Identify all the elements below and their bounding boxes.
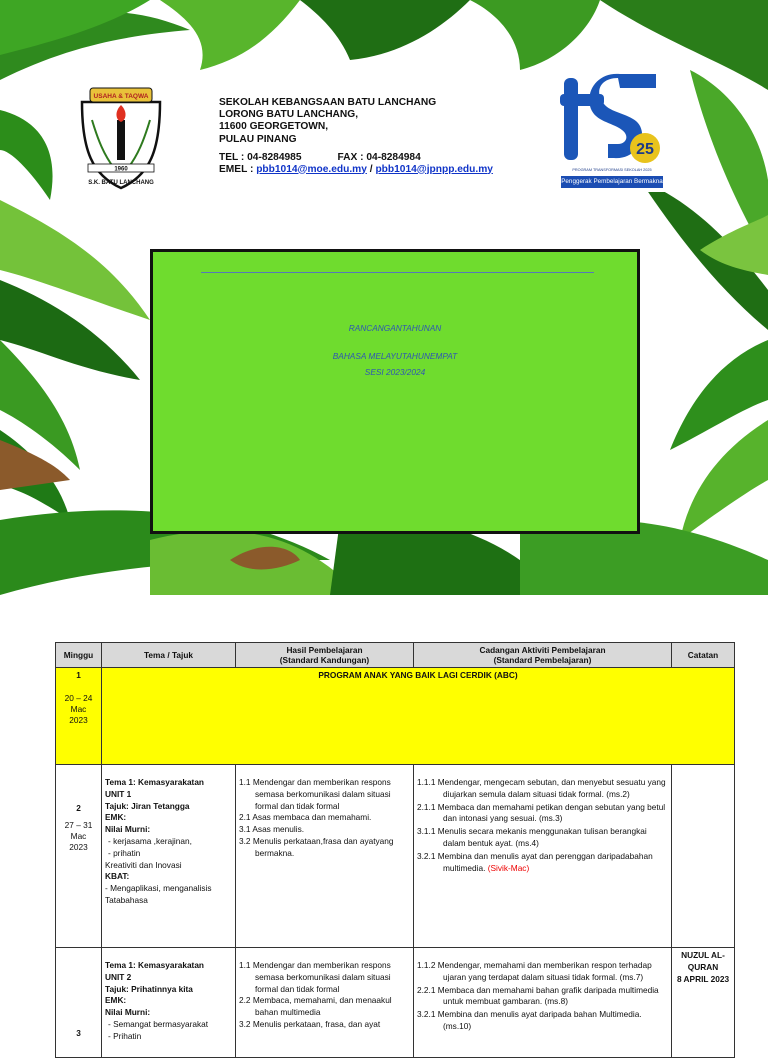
aktiviti-item: 3.1.1 Menulis secara mekanis menggunakan tulisan berangkai dalam bentuk ayat. (ms.4): [417, 826, 647, 848]
yearly-plan-table: [55, 642, 735, 1058]
address-line-1: LORONG BATU LANCHANG,: [219, 109, 359, 121]
header-aktiviti-line-2: (Standard Pembelajaran): [493, 655, 592, 665]
email-link-jpnpp[interactable]: pbb1014@jpnpp.edu.my: [375, 163, 493, 175]
tema-line: - prihatin: [108, 847, 141, 858]
address-line-3: PULAU PINANG: [219, 133, 297, 145]
tema-line: EMK:: [105, 995, 127, 1006]
hasil-item: 1.1 Mendengar dan memberikan respons semasa berkomunikasi dalam situasi formal dan tidak formal: [239, 960, 391, 994]
tema-line: EMK:: [105, 812, 127, 823]
aktiviti-cell: [414, 765, 672, 948]
hasil-item: 3.2 Menulis perkataan,frasa dan ayatyang bermakna.: [239, 835, 394, 858]
hasil-item: 2.2 Membaca, memahami, dan menaakul bahan multimedia: [239, 995, 392, 1018]
tema-line: KBAT:: [105, 871, 130, 882]
school-name: SEKOLAH KEBANGSAAN BATU LANCHANG: [219, 97, 437, 108]
hasil-item: 3.1 Asas menulis.: [239, 824, 305, 835]
aktiviti-item: 1.1.1 Mendengar, mengecam sebutan, dan menyebut sesuatu yang diujarkan semula dalam situasi tidak formal. (ms.2): [417, 777, 666, 799]
aktiviti-cell: [414, 948, 672, 1058]
tema-line: Tema 1: Kemasyarakatan: [105, 777, 205, 787]
ts25-logo: [560, 70, 664, 168]
crest-year: 1960: [114, 166, 128, 173]
school-contact: [219, 152, 493, 175]
week-cell: [56, 668, 102, 765]
tema-line: - Semangat bermasyarakat: [108, 1018, 209, 1029]
week-number: 3: [76, 1028, 81, 1038]
aktiviti-item: 2.2.1 Membaca dan memahami bahan grafik daripada multimedia untuk membuat gambaran. (ms.8): [417, 984, 659, 1007]
table-row: [56, 948, 735, 1058]
ts25-badge: Penggerak Pembelajaran Bermakna: [561, 176, 663, 188]
table-header-row: [56, 643, 735, 668]
crest-school-name: S.K. BATU LANCHANG: [88, 180, 154, 186]
tema-line: Tema 1: Kemasyarakatan: [105, 960, 205, 970]
school-address: [219, 97, 436, 146]
hasil-cell: [236, 765, 414, 948]
week-cell: [56, 948, 102, 1058]
school-crest-logo: [62, 80, 180, 198]
aktiviti-item: 2.1.1 Membaca dan memahami petikan dengan sebutan yang betul dan intonasi yang sesuai. (ms.3): [417, 801, 666, 824]
catatan-line: NUZUL AL-: [681, 950, 725, 960]
telephone: TEL : 04-8284985: [219, 152, 302, 163]
hasil-item: 3.2 Menulis perkataan, frasa, dan ayat: [239, 1018, 381, 1029]
tema-line: Tajuk: Jiran Tetangga: [105, 800, 190, 811]
tema-line: - Prihatin: [108, 1030, 142, 1041]
aktiviti-item: 1.1.2 Mendengar, memahami dan memberikan respon terhadap ujaran yang terdapat dalam situasi tidak formal. (ms.7): [417, 960, 652, 982]
header-minggu: Minggu: [56, 643, 102, 668]
week-date-2: Mac: [70, 831, 87, 841]
week-number: 2: [76, 803, 81, 813]
catatan-line: 8 APRIL 2023: [676, 973, 730, 984]
header-aktiviti-line-1: Cadangan Aktiviti Pembelajaran: [479, 645, 606, 655]
cover-title-box: [150, 249, 640, 534]
cover-title: RANCANGANTAHUNAN: [348, 323, 442, 333]
catatan-line: QURAN: [687, 961, 719, 972]
tema-line: Tatabahasa: [105, 894, 148, 905]
catatan-cell: [672, 765, 735, 948]
week-number: 1: [76, 670, 81, 680]
cover-subject: BAHASA MELAYUTAHUNEMPAT: [332, 351, 458, 361]
program-abc-cell: PROGRAM ANAK YANG BAIK LAGI CERDIK (ABC): [102, 668, 735, 765]
aktiviti-item: 3.2.1 Membina dan menulis ayat daripada bahan Multimedia. (ms.10): [417, 1009, 642, 1031]
email-separator: /: [369, 163, 373, 175]
tema-cell: [102, 948, 236, 1058]
hasil-item: 2.1 Asas membaca dan memahami.: [239, 812, 372, 823]
header-catatan: Catatan: [672, 643, 735, 668]
table-row: [56, 668, 735, 765]
address-line-2: 11600 GEORGETOWN,: [219, 121, 329, 133]
table-row: [56, 765, 735, 948]
tema-line: UNIT 1: [105, 788, 132, 799]
catatan-cell: [672, 948, 735, 1058]
ts25-program-text: PROGRAM TRANSFORMASI SEKOLAH 2025: [572, 168, 652, 172]
tema-line: Kreativiti dan Inovasi: [105, 859, 182, 870]
tema-line: UNIT 2: [105, 971, 132, 982]
week-date-3: 2023: [69, 715, 88, 725]
cover-session: SESI 2023/2024: [364, 367, 426, 377]
hasil-cell: [236, 948, 414, 1058]
header-tema: Tema / Tajuk: [102, 643, 236, 668]
ts25-mark: 25: [636, 141, 654, 158]
tema-line: Nilai Murni:: [105, 824, 151, 835]
crest-motto: USAHA & TAQWA: [93, 93, 149, 100]
sivik-note: (Sivik-Mac): [487, 862, 530, 873]
header-hasil-line-1: Hasil Pembelajaran: [286, 645, 363, 655]
week-date-1: 27 – 31: [64, 820, 93, 830]
tema-line: - Mengaplikasi, menganalisis: [105, 883, 212, 894]
week-date-3: 2023: [69, 842, 88, 852]
aktiviti-item-with-note: [417, 851, 668, 875]
week-cell: [56, 765, 102, 948]
cover-rule: [201, 272, 594, 273]
week-date-2: Mac: [70, 704, 87, 714]
header-aktiviti: [414, 643, 672, 668]
tema-line: Tajuk: Prihatinnya kita: [105, 983, 193, 994]
hasil-item: 1.1 Mendengar dan memberikan respons semasa berkomunikasi dalam situasi formal dan tidak formal: [239, 777, 391, 811]
header-hasil: [236, 643, 414, 668]
email-link-moe[interactable]: pbb1014@moe.edu.my: [256, 163, 367, 175]
tema-cell: [102, 765, 236, 948]
fax: FAX : 04-8284984: [337, 152, 421, 163]
aktiviti-text: 3.2.1 Membina dan menulis ayat dan perenggan daripadabahan multimedia.: [417, 850, 653, 873]
tema-line: - kerjasama ,kerajinan,: [108, 835, 192, 846]
tema-line: Nilai Murni:: [105, 1007, 151, 1018]
week-date-1: 20 – 24: [64, 693, 93, 703]
header-hasil-line-2: (Standard Kandungan): [279, 655, 370, 665]
email-label: EMEL :: [219, 163, 254, 175]
